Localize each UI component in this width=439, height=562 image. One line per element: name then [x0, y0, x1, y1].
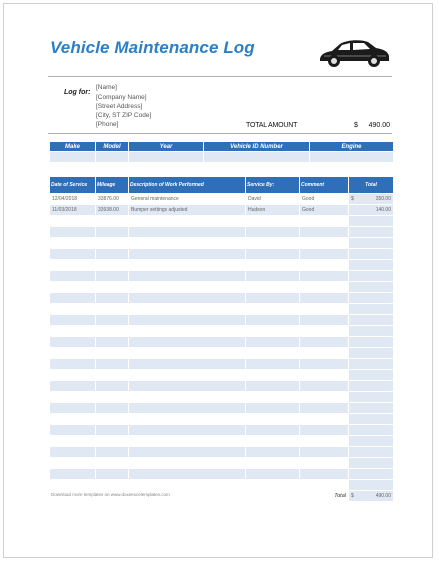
- header-description: Description of Work Performed: [129, 177, 245, 193]
- empty-row[interactable]: [50, 480, 393, 490]
- empty-cell[interactable]: [349, 348, 393, 358]
- empty-cell[interactable]: [129, 403, 245, 413]
- empty-cell[interactable]: [300, 293, 348, 303]
- empty-cell[interactable]: [129, 216, 245, 226]
- description-cell[interactable]: Bumper settings adjusted: [129, 205, 245, 215]
- empty-cell[interactable]: [300, 348, 348, 358]
- empty-cell[interactable]: [300, 227, 348, 237]
- empty-cell[interactable]: [349, 304, 393, 314]
- empty-row[interactable]: [50, 414, 393, 424]
- empty-cell[interactable]: [300, 271, 348, 281]
- empty-cell[interactable]: [246, 447, 299, 457]
- empty-cell[interactable]: [96, 282, 128, 292]
- vehicle-header-engine: Engine: [310, 142, 393, 151]
- vehicle-header-make: Make: [50, 142, 95, 151]
- empty-cell[interactable]: [300, 414, 348, 424]
- empty-cell[interactable]: [300, 216, 348, 226]
- empty-cell[interactable]: [300, 480, 348, 490]
- empty-cell[interactable]: [50, 381, 95, 391]
- empty-cell[interactable]: [129, 238, 245, 248]
- car-icon: [316, 34, 392, 72]
- empty-cell[interactable]: [300, 392, 348, 402]
- vehicle-vin-cell[interactable]: [204, 152, 309, 162]
- empty-cell[interactable]: [246, 315, 299, 325]
- empty-cell[interactable]: [349, 249, 393, 259]
- header-comment: Comment: [300, 177, 348, 193]
- total-cell[interactable]: [349, 194, 393, 204]
- empty-cell[interactable]: [50, 469, 95, 479]
- comment-cell[interactable]: Good: [300, 205, 348, 215]
- empty-cell[interactable]: [246, 216, 299, 226]
- service-by-cell[interactable]: David: [246, 194, 299, 204]
- vehicle-header-vin: Vehicle ID Number: [204, 142, 309, 151]
- vehicle-table: [49, 141, 394, 163]
- empty-cell[interactable]: [300, 238, 348, 248]
- total-amount-value: 490.00: [368, 122, 390, 129]
- empty-cell[interactable]: [349, 216, 393, 226]
- empty-row[interactable]: [50, 447, 393, 457]
- empty-cell[interactable]: [300, 370, 348, 380]
- empty-cell[interactable]: [129, 326, 245, 336]
- empty-cell[interactable]: [246, 227, 299, 237]
- date-cell[interactable]: 11/03/2018: [50, 205, 95, 215]
- empty-cell[interactable]: [349, 436, 393, 446]
- empty-cell[interactable]: [349, 282, 393, 292]
- empty-cell[interactable]: [50, 260, 95, 270]
- empty-cell[interactable]: [349, 425, 393, 435]
- log-for-label: Log for:: [64, 89, 91, 96]
- empty-cell[interactable]: [246, 271, 299, 281]
- total-currency: $: [351, 196, 354, 202]
- address-street[interactable]: [Street Address]: [96, 103, 143, 110]
- title-divider: [48, 76, 392, 77]
- empty-cell[interactable]: [129, 271, 245, 281]
- empty-cell[interactable]: [50, 359, 95, 369]
- empty-cell[interactable]: [349, 392, 393, 402]
- empty-cell[interactable]: [349, 447, 393, 457]
- empty-cell[interactable]: [96, 469, 128, 479]
- empty-cell[interactable]: [129, 304, 245, 314]
- table-row[interactable]: [50, 194, 393, 204]
- vehicle-header-model: Model: [96, 142, 128, 151]
- vehicle-row[interactable]: [50, 152, 393, 162]
- empty-cell[interactable]: [349, 260, 393, 270]
- empty-row[interactable]: [50, 403, 393, 413]
- empty-row[interactable]: [50, 315, 393, 325]
- empty-cell[interactable]: [246, 414, 299, 424]
- empty-cell[interactable]: [96, 359, 128, 369]
- vehicle-model-cell[interactable]: [96, 152, 128, 162]
- empty-cell[interactable]: [246, 469, 299, 479]
- empty-cell[interactable]: [129, 480, 245, 490]
- header-mileage: Mileage: [96, 177, 128, 193]
- empty-cell[interactable]: [246, 381, 299, 391]
- empty-cell[interactable]: [50, 414, 95, 424]
- empty-cell[interactable]: [50, 392, 95, 402]
- empty-cell[interactable]: [349, 370, 393, 380]
- mileage-cell[interactable]: 33938.00: [96, 205, 128, 215]
- empty-cell[interactable]: [50, 425, 95, 435]
- empty-cell[interactable]: [246, 480, 299, 490]
- empty-cell[interactable]: [349, 227, 393, 237]
- vehicle-header-year: Year: [129, 142, 203, 151]
- footnote-text[interactable]: Download more templates on www.doxeexcelemplates.com: [51, 492, 170, 497]
- empty-cell[interactable]: [96, 370, 128, 380]
- empty-row[interactable]: [50, 282, 393, 292]
- empty-cell[interactable]: [129, 359, 245, 369]
- empty-cell[interactable]: [246, 249, 299, 259]
- empty-cell[interactable]: [96, 381, 128, 391]
- empty-cell[interactable]: [349, 458, 393, 468]
- empty-row[interactable]: [50, 337, 393, 347]
- empty-cell[interactable]: [50, 249, 95, 259]
- empty-cell[interactable]: [300, 282, 348, 292]
- empty-row[interactable]: [50, 381, 393, 391]
- empty-cell[interactable]: [129, 436, 245, 446]
- empty-cell[interactable]: [246, 293, 299, 303]
- empty-cell[interactable]: [50, 326, 95, 336]
- total-cell[interactable]: [349, 205, 393, 215]
- empty-cell[interactable]: [300, 326, 348, 336]
- empty-cell[interactable]: [96, 293, 128, 303]
- total-value: 350.00: [375, 196, 391, 202]
- vehicle-header-row: [50, 142, 393, 151]
- empty-row[interactable]: [50, 458, 393, 468]
- empty-cell[interactable]: [96, 392, 128, 402]
- empty-row[interactable]: [50, 370, 393, 380]
- empty-cell[interactable]: [300, 260, 348, 270]
- empty-row[interactable]: [50, 293, 393, 303]
- empty-cell[interactable]: [129, 381, 245, 391]
- empty-cell[interactable]: [349, 469, 393, 479]
- empty-row[interactable]: [50, 359, 393, 369]
- service-header-row: [50, 177, 393, 193]
- empty-cell[interactable]: [50, 370, 95, 380]
- empty-cell[interactable]: [349, 381, 393, 391]
- empty-cell[interactable]: [246, 436, 299, 446]
- header-service-by: Service By:: [246, 177, 299, 193]
- empty-cell[interactable]: [129, 447, 245, 457]
- empty-cell[interactable]: [50, 458, 95, 468]
- empty-cell[interactable]: [300, 249, 348, 259]
- empty-cell[interactable]: [246, 425, 299, 435]
- empty-row[interactable]: [50, 425, 393, 435]
- empty-cell[interactable]: [246, 326, 299, 336]
- empty-cell[interactable]: [246, 348, 299, 358]
- address-name[interactable]: [Name]: [96, 84, 117, 91]
- empty-cell[interactable]: [300, 403, 348, 413]
- description-cell[interactable]: General maintenance: [129, 194, 245, 204]
- empty-cell[interactable]: [50, 282, 95, 292]
- address-city[interactable]: [City, ST ZIP Code]: [96, 112, 152, 119]
- empty-cell[interactable]: [50, 436, 95, 446]
- empty-cell[interactable]: [300, 304, 348, 314]
- empty-cell[interactable]: [96, 216, 128, 226]
- empty-cell[interactable]: [96, 227, 128, 237]
- empty-cell[interactable]: [300, 359, 348, 369]
- empty-cell[interactable]: [96, 458, 128, 468]
- empty-cell[interactable]: [129, 414, 245, 424]
- empty-row[interactable]: [50, 249, 393, 259]
- empty-cell[interactable]: [300, 337, 348, 347]
- empty-cell[interactable]: [50, 447, 95, 457]
- header-total: Total: [349, 177, 393, 193]
- page-title: Vehicle Maintenance Log: [50, 38, 255, 57]
- address-company[interactable]: [Company Name]: [96, 94, 147, 101]
- mileage-cell[interactable]: 33876.00: [96, 194, 128, 204]
- empty-row[interactable]: [50, 271, 393, 281]
- empty-cell[interactable]: [129, 458, 245, 468]
- empty-cell[interactable]: [96, 304, 128, 314]
- empty-row[interactable]: [50, 348, 393, 358]
- total-value: 140.00: [375, 207, 391, 213]
- empty-cell[interactable]: [129, 282, 245, 292]
- empty-cell[interactable]: [349, 337, 393, 347]
- empty-cell[interactable]: [96, 480, 128, 490]
- empty-cell[interactable]: [96, 271, 128, 281]
- empty-cell[interactable]: [96, 447, 128, 457]
- empty-cell[interactable]: [96, 315, 128, 325]
- empty-cell[interactable]: [129, 392, 245, 402]
- address-phone[interactable]: [Phone]: [96, 121, 119, 128]
- empty-cell[interactable]: [349, 271, 393, 281]
- empty-row[interactable]: [50, 436, 393, 446]
- empty-cell[interactable]: [246, 370, 299, 380]
- footer-total-currency: $: [351, 493, 354, 499]
- empty-cell[interactable]: [349, 403, 393, 413]
- empty-cell[interactable]: [129, 260, 245, 270]
- empty-cell[interactable]: [129, 315, 245, 325]
- empty-cell[interactable]: [349, 359, 393, 369]
- empty-cell[interactable]: [129, 469, 245, 479]
- empty-cell[interactable]: [50, 271, 95, 281]
- empty-cell[interactable]: [246, 359, 299, 369]
- empty-cell[interactable]: [349, 480, 393, 490]
- empty-row[interactable]: [50, 227, 393, 237]
- empty-cell[interactable]: [50, 403, 95, 413]
- empty-cell[interactable]: [96, 326, 128, 336]
- empty-cell[interactable]: [50, 337, 95, 347]
- empty-cell[interactable]: [50, 238, 95, 248]
- empty-cell[interactable]: [129, 425, 245, 435]
- vehicle-make-cell[interactable]: [50, 152, 95, 162]
- empty-cell[interactable]: [50, 348, 95, 358]
- empty-cell[interactable]: [246, 282, 299, 292]
- header-date: Date of Service: [50, 177, 95, 193]
- empty-cell[interactable]: [50, 227, 95, 237]
- empty-cell[interactable]: [96, 403, 128, 413]
- total-amount-currency: $: [354, 122, 358, 129]
- footer-total-value: 490.00: [375, 493, 391, 499]
- empty-cell[interactable]: [246, 304, 299, 314]
- empty-cell[interactable]: [300, 458, 348, 468]
- service-by-cell[interactable]: Hudson: [246, 205, 299, 215]
- empty-cell[interactable]: [96, 337, 128, 347]
- date-cell[interactable]: 12/04/2018: [50, 194, 95, 204]
- empty-cell[interactable]: [96, 249, 128, 259]
- service-table-body: [50, 194, 393, 490]
- empty-cell[interactable]: [246, 238, 299, 248]
- empty-cell[interactable]: [96, 238, 128, 248]
- empty-cell[interactable]: [300, 436, 348, 446]
- empty-cell[interactable]: [129, 337, 245, 347]
- empty-cell[interactable]: [129, 249, 245, 259]
- empty-cell[interactable]: [246, 458, 299, 468]
- empty-cell[interactable]: [246, 260, 299, 270]
- empty-cell[interactable]: [300, 447, 348, 457]
- empty-cell[interactable]: [96, 260, 128, 270]
- empty-cell[interactable]: [96, 436, 128, 446]
- empty-cell[interactable]: [96, 425, 128, 435]
- empty-cell[interactable]: [129, 348, 245, 358]
- empty-cell[interactable]: [50, 293, 95, 303]
- empty-cell[interactable]: [246, 392, 299, 402]
- empty-cell[interactable]: [50, 480, 95, 490]
- empty-row[interactable]: [50, 216, 393, 226]
- empty-cell[interactable]: [50, 315, 95, 325]
- empty-cell[interactable]: [96, 414, 128, 424]
- total-amount-label: TOTAL AMOUNT: [246, 122, 298, 129]
- empty-row[interactable]: [50, 392, 393, 402]
- empty-row[interactable]: [50, 304, 393, 314]
- footer-total-cell: [349, 491, 393, 501]
- comment-cell[interactable]: Good: [300, 194, 348, 204]
- service-table: [49, 176, 394, 502]
- empty-cell[interactable]: [300, 315, 348, 325]
- header-divider: [48, 133, 392, 134]
- vehicle-year-cell[interactable]: [129, 152, 203, 162]
- empty-row[interactable]: [50, 238, 393, 248]
- empty-cell[interactable]: [50, 216, 95, 226]
- empty-cell[interactable]: [246, 337, 299, 347]
- table-row[interactable]: [50, 205, 393, 215]
- empty-cell[interactable]: [349, 326, 393, 336]
- empty-cell[interactable]: [129, 370, 245, 380]
- empty-cell[interactable]: [50, 304, 95, 314]
- empty-cell[interactable]: [300, 381, 348, 391]
- empty-row[interactable]: [50, 260, 393, 270]
- empty-row[interactable]: [50, 469, 393, 479]
- empty-cell[interactable]: [349, 315, 393, 325]
- empty-cell[interactable]: [129, 227, 245, 237]
- empty-cell[interactable]: [349, 414, 393, 424]
- empty-cell[interactable]: [96, 348, 128, 358]
- empty-cell[interactable]: [349, 238, 393, 248]
- footer-total-label: Total: [334, 493, 346, 499]
- empty-cell[interactable]: [246, 403, 299, 413]
- empty-cell[interactable]: [349, 293, 393, 303]
- empty-cell[interactable]: [300, 469, 348, 479]
- log-page: [3, 3, 433, 558]
- vehicle-engine-cell[interactable]: [310, 152, 393, 162]
- empty-cell[interactable]: [129, 293, 245, 303]
- empty-row[interactable]: [50, 326, 393, 336]
- empty-cell[interactable]: [300, 425, 348, 435]
